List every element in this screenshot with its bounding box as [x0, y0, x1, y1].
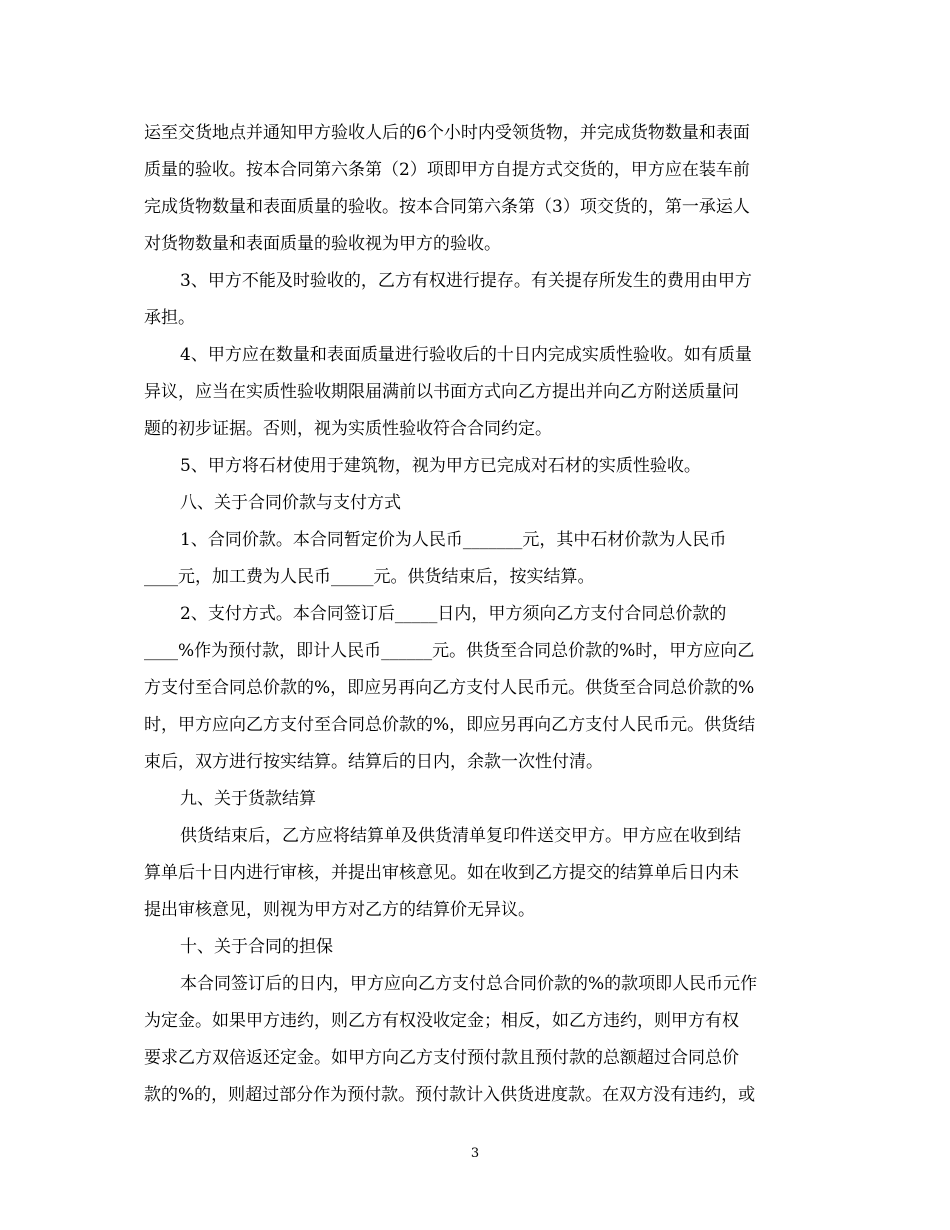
paragraph — [144, 596, 804, 781]
text-line: 款的%的，则超过部分作为预付款。预付款计入供货进度款。在双方没有违约，或 — [144, 1085, 756, 1105]
text-line: 九、关于货款结算 — [180, 789, 316, 809]
text-line: 供货结束后，乙方应将结算单及供货清单复印件送交甲方。甲方应在收到结 — [180, 826, 741, 846]
paragraph — [144, 966, 804, 1114]
text-line: 本合同签订后的日内，甲方应向乙方支付总合同价款的%的款项即人民币元作 — [180, 974, 758, 994]
text-line: ____%作为预付款，即计人民币______元。供货至合同总价款的%时，甲方应向乙 — [144, 641, 755, 661]
paragraph — [144, 337, 804, 448]
text-line: 束后，双方进行按实结算。结算后的日内，余款一次性付清。 — [144, 752, 603, 772]
text-line: 要求乙方双倍返还定金。如甲方向乙方支付预付款且预付款的总额超过合同总价 — [144, 1048, 739, 1068]
paragraph — [144, 522, 804, 596]
text-line: 完成货物数量和表面质量的验收。按本合同第六条第（3）项交货的，第一承运人 — [144, 197, 750, 217]
text-line: 十、关于合同的担保 — [180, 937, 333, 957]
text-line: 八、关于合同价款与支付方式 — [180, 493, 401, 513]
document-body — [144, 115, 804, 1114]
text-line: 承担。 — [144, 308, 195, 328]
text-line: 4、甲方应在数量和表面质量进行验收后的十日内完成实质性验收。如有质量 — [180, 345, 752, 365]
text-line: 提出审核意见，则视为甲方对乙方的结算价无异议。 — [144, 900, 535, 920]
paragraph — [144, 485, 804, 522]
text-line: 3、甲方不能及时验收的，乙方有权进行提存。有关提存所发生的费用由甲方 — [180, 271, 752, 291]
text-line: 时，甲方应向乙方支付至合同总价款的%，即应另再向乙方支付人民币元。供货结 — [144, 715, 756, 735]
text-line: 为定金。如果甲方违约，则乙方有权没收定金；相反，如乙方违约，则甲方有权 — [144, 1011, 739, 1031]
text-line: 质量的验收。按本合同第六条第（2）项即甲方自提方式交货的，甲方应在装车前 — [144, 160, 750, 180]
text-line: ____元，加工费为人民币_____元。供货结束后，按实结算。 — [144, 567, 595, 587]
paragraph — [144, 448, 804, 485]
text-line: 题的初步证据。否则，视为实质性验收符合合同约定。 — [144, 419, 552, 439]
text-line: 异议，应当在实质性验收期限届满前以书面方式向乙方提出并向乙方附送质量问 — [144, 382, 739, 402]
text-line: 对货物数量和表面质量的验收视为甲方的验收。 — [144, 234, 501, 254]
paragraph — [144, 115, 804, 263]
text-line: 运至交货地点并通知甲方验收人后的6个小时内受领货物，并完成货物数量和表面 — [144, 123, 750, 143]
page-number: 3 — [470, 1146, 480, 1161]
text-line: 算单后十日内进行审核，并提出审核意见。如在收到乙方提交的结算单后日内未 — [144, 863, 739, 883]
paragraph — [144, 818, 804, 929]
text-line: 1、合同价款。本合同暂定价为人民币_______元，其中石材价款为人民币 — [180, 530, 727, 550]
paragraph — [144, 263, 804, 337]
text-line: 2、支付方式。本合同签订后_____日内，甲方须向乙方支付合同总价款的 — [180, 604, 727, 624]
text-line: 方支付至合同总价款的%，即应另再向乙方支付人民币元。供货至合同总价款的% — [144, 678, 755, 698]
paragraph — [144, 929, 804, 966]
paragraph — [144, 781, 804, 818]
text-line: 5、甲方将石材使用于建筑物，视为甲方已完成对石材的实质性验收。 — [180, 456, 701, 476]
